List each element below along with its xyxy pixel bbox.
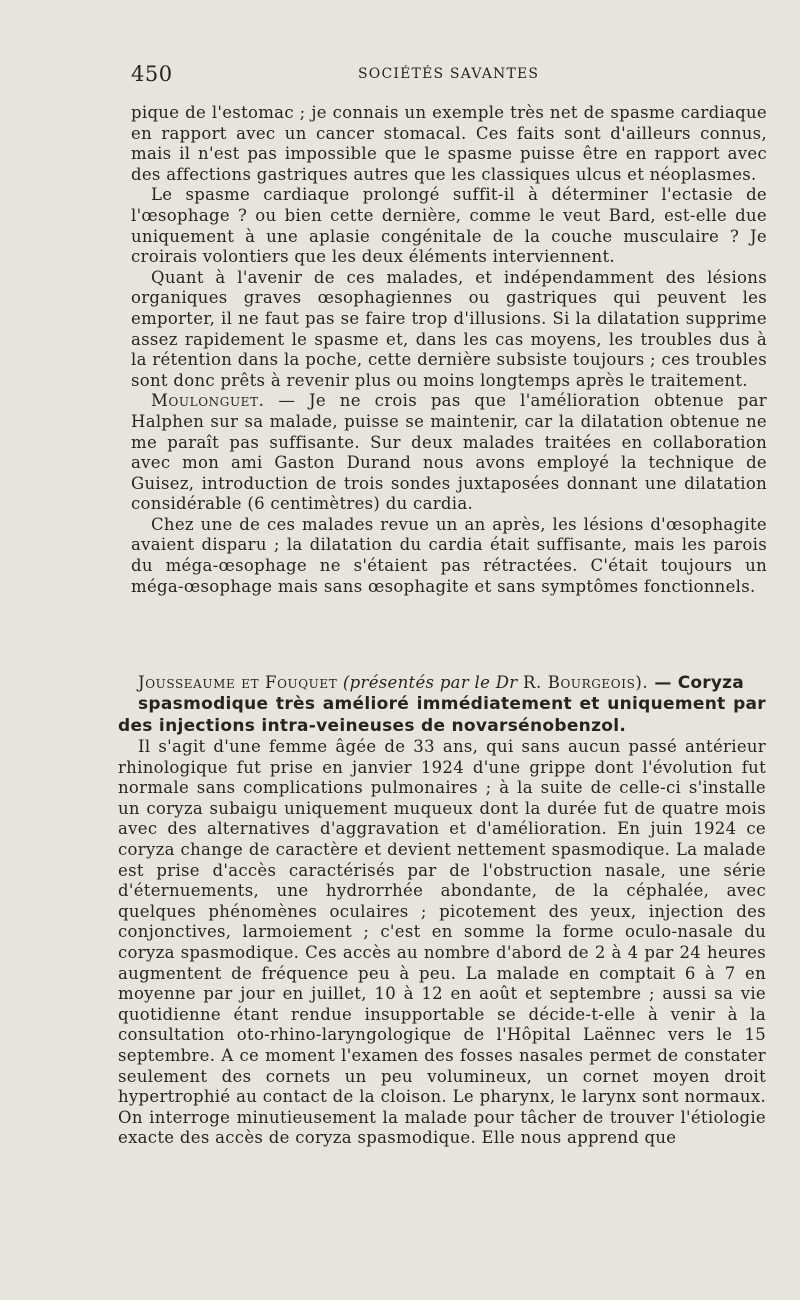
communication-heading (118, 672, 766, 694)
discussion-section (131, 103, 767, 597)
communication-title: spasmodique très amélioré immédiatement et uniquement par des injections intra-veineuses de novarsénobenzol. (118, 694, 766, 736)
title-start: — Coryza (648, 673, 744, 693)
case-description: Il s'agit d'une femme âgée de 33 ans, qui sans aucun passé antérieur rhinologique fut prise en janvier 1924 d'une grippe dont l'évolution fut normale sans complications pulmonaires ; à la suite de celle-ci s'installe un coryza subaigu uniquement muqueux dont la durée fut de quatre mois avec des alternatives d'aggravation et d'amélioration. En juin 1924 ce coryza change de caractère et devient nettement spasmodique. La malade est prise d'accès caractérisés par de l'obstruction nasale, une série d'éternuements, une hydrorrhée abondante, de la céphalée, avec quelques phénomènes oculaires ; picotement des yeux, injection des conjonctives, larmoiement ; c'est en somme la forme oculo-nasale du coryza spasmodique. Ces accès au nombre d'abord de 2 à 4 par 24 heures augmentent de fréquence peu à peu. La malade en comptait 6 à 7 en moyenne par jour en juillet, 10 à 12 en août et septembre ; aussi sa vie quotidienne étant rendue insupportable se décide-t-elle à venir à la consultation oto-rhino-laryngologique de l'Hôpital Laënnec vers le 15 septembre. A ce moment l'examen des fosses nasales permet de constater seulement des cornets un peu volumineux, un cornet moyen droit hypertrophié au contact de la cloison. Le pharynx, le larynx sont normaux. On interroge minutieusement la malade pour tâcher de trouver l'étiologie exacte des accès de coryza spasmodique. Elle nous apprend que (118, 737, 766, 1148)
paragraph-ectasie: Le spasme cardiaque prolongé suffit-il à déterminer l'ectasie de l'œsophage ? ou bien cette dernière, comme le veut Bard, est-elle due uniquement à une aplasie congénitale de la couche musculaire ? Je croirais volontiers que les deux éléments interviennent. (131, 185, 767, 267)
presented-by: (présentés par le Dr (342, 673, 518, 692)
paragraph-moulonguet (131, 391, 767, 515)
presenter-name: R. Bourgeois). (523, 673, 649, 692)
paragraph-avenir: Quant à l'avenir de ces malades, et indépendamment des lésions organiques graves œsophagiennes ou gastriques qui peuvent les emporter, il ne faut pas se faire trop d'illusions. Si la dilatation supprime assez rapidement le spasme et, dans les cas moyens, les troubles dus à la rétention dans la poche, cette dernière subsiste toujours ; ces troubles sont donc prêts à revenir plus ou moins longtemps après le traitement. (131, 267, 767, 390)
speaker-name: Moulonguet. (151, 391, 265, 411)
paragraph-spasme-cardiaque: pique de l'estomac ; je connais un exemple très net de spasme cardiaque en rapport avec un cancer stomacal. Ces faits sont d'ailleurs connus, mais il n'est pas impossible que le spasme puisse être en rapport avec des affections gastriques autres que les classiques ulcus et néoplasmes. (131, 103, 767, 184)
running-head: SOCIÉTÉS SAVANTES (358, 66, 540, 82)
page-number: 450 (131, 62, 173, 86)
speaker-text: — Je ne crois pas que l'amélioration obtenue par Halphen sur sa malade, puisse se maintenir, car la dilatation obtenue ne me paraît pas suffisante. Sur deux malades traitées en collaboration avec mon ami Gaston Durand nous avons employé la technique de Guisez, introduction de trois sondes juxtaposées donnant une dilatation considérable (6 centimètres) du cardia. (131, 391, 767, 514)
authors: Jousseaume et Fouquet (138, 673, 338, 692)
paragraph-revue: Chez une de ces malades revue un an après, les lésions d'œsophagite avaient disparu ; la dilatation du cardia était suffisante, mais les parois du méga-œsophage ne s'étaient pas rétractées. C'était toujours un méga-œsophage mais sans œsophagite et sans symptômes fonctionnels. (131, 514, 767, 596)
communication-section (118, 672, 766, 1149)
